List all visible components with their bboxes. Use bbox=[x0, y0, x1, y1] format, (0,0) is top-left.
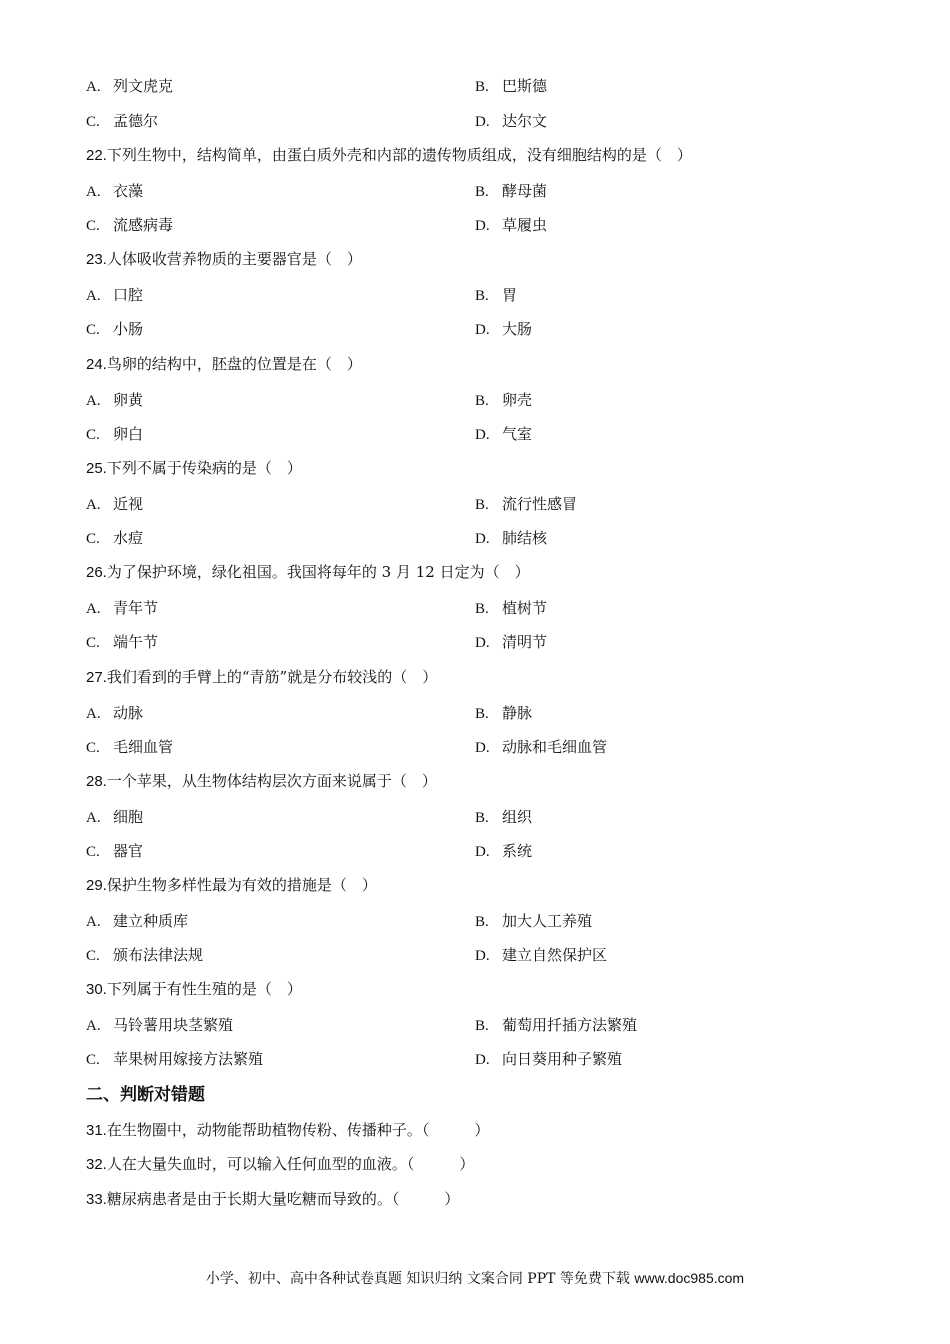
options-row bbox=[86, 805, 890, 829]
option-b[interactable]: B. 植树节 bbox=[475, 599, 548, 617]
options-row bbox=[86, 596, 890, 620]
footer-text: 小学、初中、高中各种试卷真题 知识归纳 文案合同 PPT 等免费下载 bbox=[205, 1271, 630, 1287]
option-b[interactable]: B. 静脉 bbox=[475, 704, 533, 722]
option-d[interactable]: D. 向日葵用种子繁殖 bbox=[475, 1050, 623, 1068]
options-row bbox=[86, 422, 890, 446]
question-stem: 25.下列不属于传染病的是（ ） bbox=[86, 459, 302, 477]
option-a[interactable]: A. 衣藻 bbox=[86, 182, 144, 200]
option-c[interactable]: C. 颁布法律法规 bbox=[86, 946, 204, 964]
question-stem: 26.为了保护环境，绿化祖国。我国将每年的 3 月 12 日定为（ ） bbox=[86, 563, 530, 581]
option-d[interactable]: D. 建立自然保护区 bbox=[475, 946, 608, 964]
options-row bbox=[86, 943, 890, 967]
option-d[interactable]: D. 草履虫 bbox=[475, 216, 548, 234]
options-row bbox=[86, 317, 890, 341]
options-row bbox=[86, 283, 890, 307]
option-a[interactable]: A. 建立种质库 bbox=[86, 912, 189, 930]
question-stem: 29.保护生物多样性最为有效的措施是（ ） bbox=[86, 876, 377, 894]
option-c[interactable]: C. 器官 bbox=[86, 842, 144, 860]
q21-options-row-2 bbox=[86, 109, 890, 133]
q21-options-row-1 bbox=[86, 74, 890, 98]
section-title: 二、判断对错题 bbox=[86, 1085, 205, 1105]
question-stem: 22.下列生物中，结构简单，由蛋白质外壳和内部的遗传物质组成，没有细胞结构的是（ ） bbox=[86, 146, 692, 164]
option-c[interactable]: C. 水痘 bbox=[86, 529, 144, 547]
option-d[interactable]: D. 清明节 bbox=[475, 633, 548, 651]
option-d[interactable]: D. 达尔文 bbox=[475, 112, 548, 130]
options-row bbox=[86, 1047, 890, 1071]
option-a[interactable]: A. 卵黄 bbox=[86, 391, 144, 409]
option-b[interactable]: B. 葡萄用扦插方法繁殖 bbox=[475, 1016, 638, 1034]
question-33: 33.糖尿病患者是由于长期大量吃糖而导致的。（ ） bbox=[86, 1190, 460, 1208]
options-row bbox=[86, 213, 890, 237]
option-b[interactable]: B. 卵壳 bbox=[475, 391, 533, 409]
option-c[interactable]: C. 流感病毒 bbox=[86, 216, 174, 234]
question-stem: 30.下列属于有性生殖的是（ ） bbox=[86, 980, 302, 998]
question-31: 31.在生物圈中，动物能帮助植物传粉、传播种子。（ ） bbox=[86, 1121, 490, 1139]
option-d[interactable]: D. 气室 bbox=[475, 425, 533, 443]
options-row bbox=[86, 839, 890, 863]
option-a[interactable]: A. 近视 bbox=[86, 495, 144, 513]
options-row bbox=[86, 179, 890, 203]
question-stem: 27.我们看到的手臂上的“青筋”就是分布较浅的（ ） bbox=[86, 668, 438, 686]
option-b[interactable]: B. 流行性感冒 bbox=[475, 495, 578, 513]
options-row bbox=[86, 735, 890, 759]
options-row bbox=[86, 701, 890, 725]
option-b[interactable]: B. 加大人工养殖 bbox=[475, 912, 593, 930]
option-c[interactable]: C. 端午节 bbox=[86, 633, 159, 651]
option-c[interactable]: C. 孟德尔 bbox=[86, 112, 159, 130]
option-d[interactable]: D. 动脉和毛细血管 bbox=[475, 738, 608, 756]
option-a[interactable]: A. 口腔 bbox=[86, 286, 144, 304]
question-stem: 28.一个苹果，从生物体结构层次方面来说属于（ ） bbox=[86, 772, 437, 790]
option-d[interactable]: D. 大肠 bbox=[475, 320, 533, 338]
footer-site-link[interactable]: www.doc985.com bbox=[634, 1270, 745, 1286]
option-b[interactable]: B. 巴斯德 bbox=[475, 77, 548, 95]
option-b[interactable]: B. 组织 bbox=[475, 808, 533, 826]
options-row bbox=[86, 909, 890, 933]
option-c[interactable]: C. 苹果树用嫁接方法繁殖 bbox=[86, 1050, 264, 1068]
page-footer bbox=[0, 1267, 950, 1290]
options-row bbox=[86, 492, 890, 516]
options-row bbox=[86, 526, 890, 550]
question-stem: 23.人体吸收营养物质的主要器官是（ ） bbox=[86, 250, 362, 268]
option-c[interactable]: C. 小肠 bbox=[86, 320, 144, 338]
option-a[interactable]: A. 青年节 bbox=[86, 599, 159, 617]
option-a[interactable]: A. 细胞 bbox=[86, 808, 144, 826]
option-a[interactable]: A. 列文虎克 bbox=[86, 77, 174, 95]
question-stem: 24.鸟卵的结构中，胚盘的位置是在（ ） bbox=[86, 355, 362, 373]
option-a[interactable]: A. 动脉 bbox=[86, 704, 144, 722]
options-row bbox=[86, 1013, 890, 1037]
options-row bbox=[86, 630, 890, 654]
option-c[interactable]: C. 卵白 bbox=[86, 425, 144, 443]
option-b[interactable]: B. 胃 bbox=[475, 286, 518, 304]
options-row bbox=[86, 388, 890, 412]
option-a[interactable]: A. 马铃薯用块茎繁殖 bbox=[86, 1016, 234, 1034]
question-32: 32.人在大量失血时，可以输入任何血型的血液。（ ） bbox=[86, 1155, 475, 1173]
option-d[interactable]: D. 肺结核 bbox=[475, 529, 548, 547]
option-d[interactable]: D. 系统 bbox=[475, 842, 533, 860]
option-c[interactable]: C. 毛细血管 bbox=[86, 738, 174, 756]
option-b[interactable]: B. 酵母菌 bbox=[475, 182, 548, 200]
